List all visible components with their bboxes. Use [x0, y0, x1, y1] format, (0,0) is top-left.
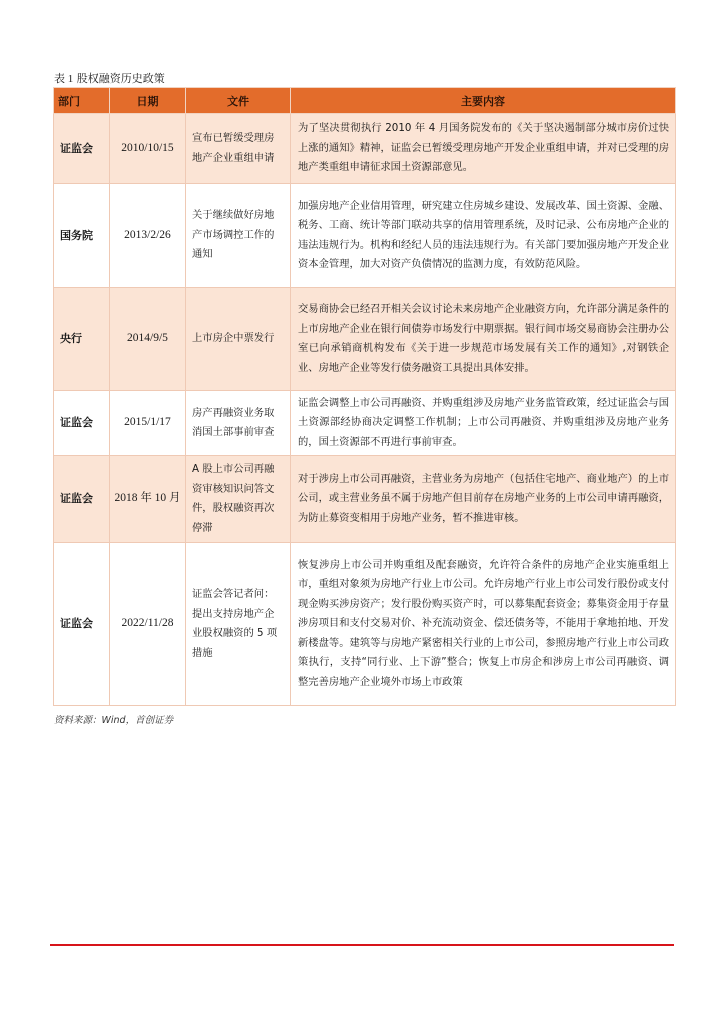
header-content: 主要内容	[291, 88, 676, 114]
cell-doc: 上市房企中票发行	[186, 288, 291, 391]
table-caption-label: 表 1	[54, 73, 74, 85]
cell-content: 恢复涉房上市公司并购重组及配套融资，允许符合条件的房地产企业实施重组上市，重组对象须为房地产行业上市公司。允许房地产行业上市公司发行股份或支付现金购买涉房资产；发行股份购买资产时，可以募集配套资金；募集资金用于存量涉房项目和支付交易对价、补充流动资金、偿还债务等，不能用于拿地拍地、开发新楼盘等。建筑等与房地产紧密相关行业的上市公司，参照房地产行业上市公司政策执行，支持“同行业、上下游”整合；恢复上市房企和涉房上市公司再融资、调整完善房地产企业境外市场上市政策	[291, 543, 676, 706]
footer-divider	[50, 944, 674, 946]
table-row	[54, 114, 676, 184]
cell-date: 2022/11/28	[110, 543, 186, 706]
cell-date: 2018 年 10 月	[110, 456, 186, 543]
cell-doc: 房产再融资业务取消国土部事前审查	[186, 391, 291, 456]
header-date: 日期	[110, 88, 186, 114]
cell-doc: A 股上市公司再融资审核知识问答文件，股权融资再次停滞	[186, 456, 291, 543]
cell-dept: 证监会	[54, 456, 110, 543]
cell-content: 证监会调整上市公司再融资、并购重组涉及房地产业务监管政策，经过证监会与国土资源部经协商决定调整工作机制；上市公司再融资、并购重组涉及房地产业务的，国土资源部不再进行事前审查。	[291, 391, 676, 456]
table-row	[54, 288, 676, 391]
cell-content: 加强房地产企业信用管理，研究建立住房城乡建设、发展改革、国土资源、金融、税务、工商、统计等部门联动共享的信用管理系统，及时记录、公布房地产企业的违法违规行为。机构和经纪人员的违法违规行为。有关部门要加强房地产开发企业资本金管理，加大对资产负债情况的监测力度，有效防范风险。	[291, 184, 676, 288]
policy-table	[53, 87, 676, 706]
cell-dept: 证监会	[54, 543, 110, 706]
cell-doc: 关于继续做好房地产市场调控工作的通知	[186, 184, 291, 288]
cell-dept: 国务院	[54, 184, 110, 288]
cell-date: 2015/1/17	[110, 391, 186, 456]
header-dept: 部门	[54, 88, 110, 114]
cell-dept: 央行	[54, 288, 110, 391]
table-caption-title: 股权融资历史政策	[76, 72, 165, 85]
table-header-row	[54, 88, 676, 114]
table-caption	[54, 70, 165, 86]
cell-doc: 证监会答记者问：提出支持房地产企业股权融资的 5 项措施	[186, 543, 291, 706]
table-row	[54, 184, 676, 288]
source-note: 资料来源：Wind，首创证券	[54, 715, 174, 726]
cell-date: 2013/2/26	[110, 184, 186, 288]
table-row	[54, 391, 676, 456]
cell-content: 为了坚决贯彻执行 2010 年 4 月国务院发布的《关于坚决遏制部分城市房价过快上涨的通知》精神，证监会已暂缓受理房地产开发企业重组申请，并对已受理的房地产类重组申请征求国土资源部意见。	[291, 114, 676, 184]
cell-dept: 证监会	[54, 114, 110, 184]
cell-date: 2010/10/15	[110, 114, 186, 184]
cell-doc: 宣布已暂缓受理房地产企业重组申请	[186, 114, 291, 184]
cell-content: 对于涉房上市公司再融资，主营业务为房地产（包括住宅地产、商业地产）的上市公司，或主营业务虽不属于房地产但目前存在房地产业务的上市公司申请再融资，为防止募资变相用于房地产业务，暂不推进审核。	[291, 456, 676, 543]
cell-date: 2014/9/5	[110, 288, 186, 391]
header-doc: 文件	[186, 88, 291, 114]
cell-content: 交易商协会已经召开相关会议讨论未来房地产企业融资方向，允许部分满足条件的上市房地产企业在银行间债券市场发行中期票据。银行间市场交易商协会注册办公室已向承销商机构发布《关于进一步规范市场发展有关工作的通知》,对钢铁企业、房地产企业等发行债务融资工具提出具体安排。	[291, 288, 676, 391]
cell-dept: 证监会	[54, 391, 110, 456]
table-row	[54, 456, 676, 543]
table-row	[54, 543, 676, 706]
